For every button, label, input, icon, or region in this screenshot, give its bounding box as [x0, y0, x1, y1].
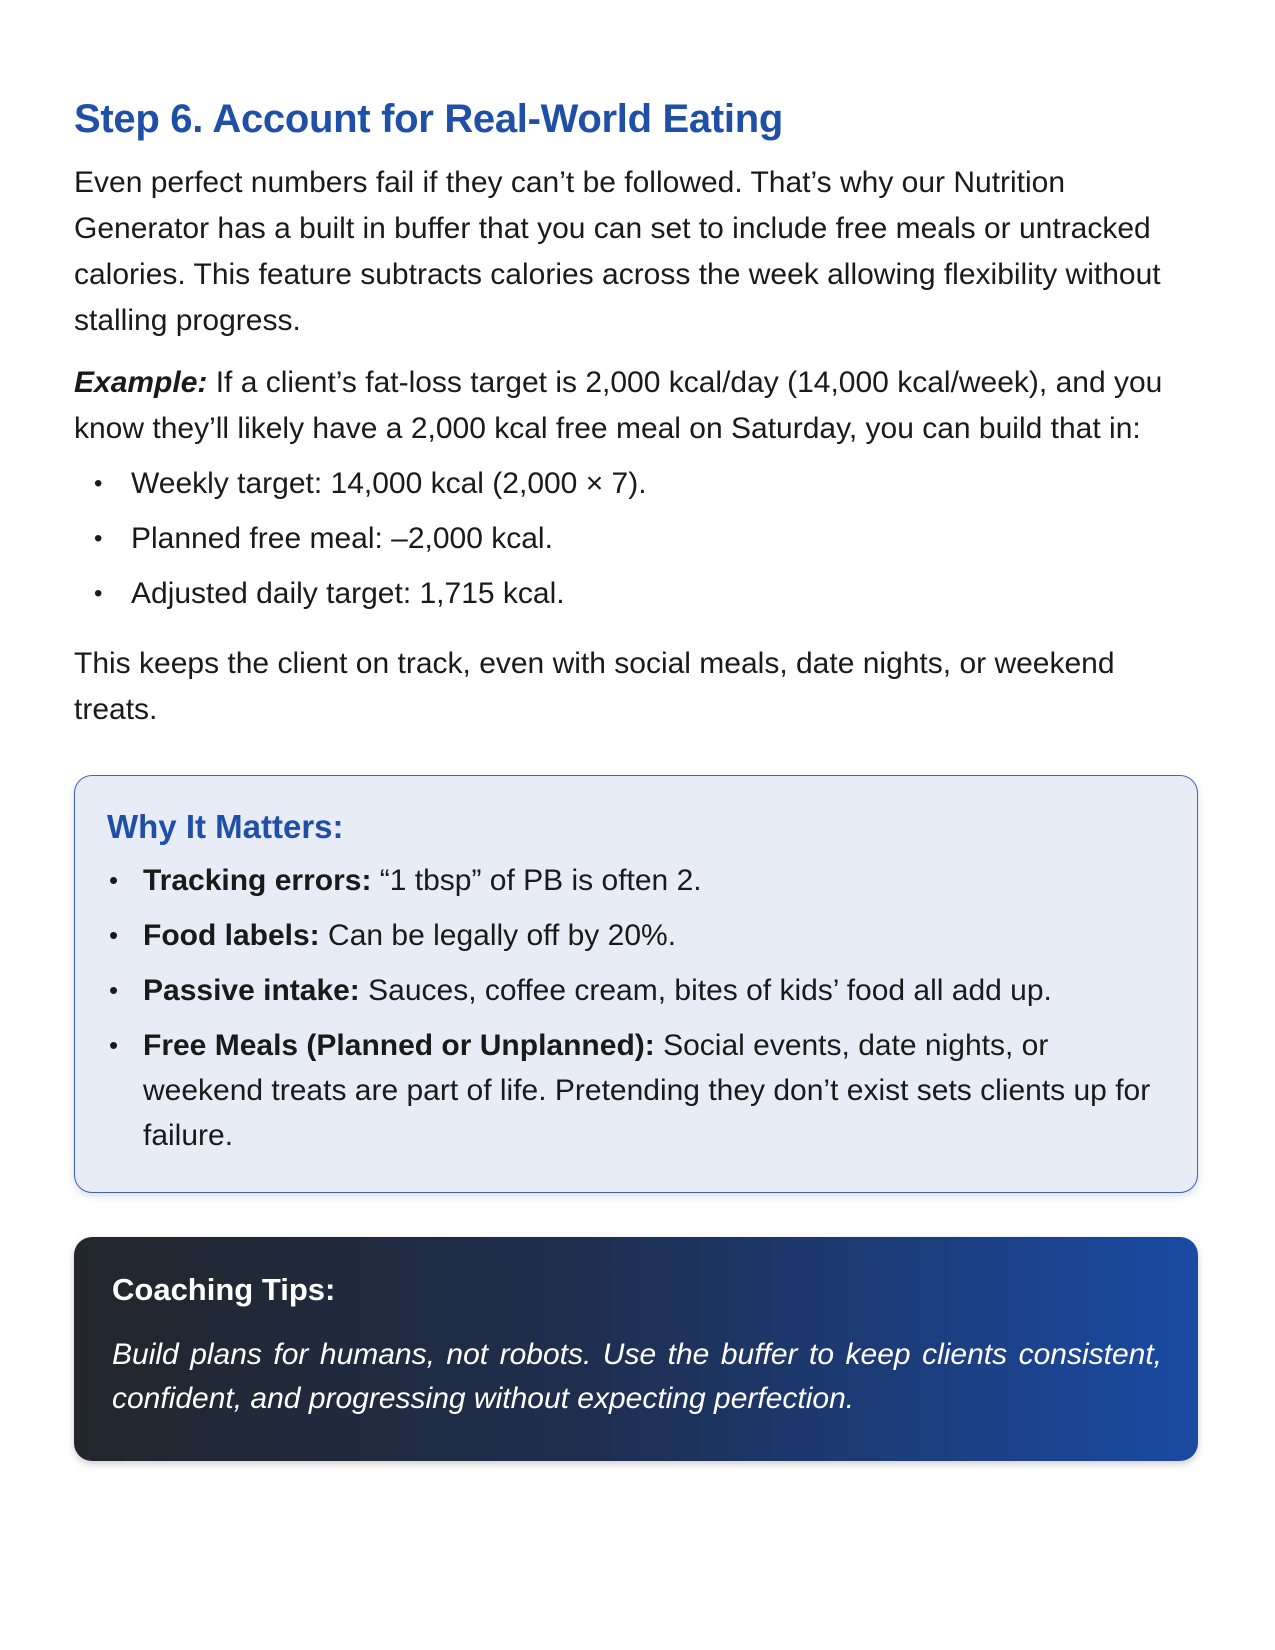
- example-text: If a client’s fat-loss target is 2,000 kcal/day (14,000 kcal/week), and you know they’ll likely have a 2,000 kcal free meal on Saturday, you can build that in:: [74, 366, 1163, 445]
- item-label: Tracking errors:: [143, 864, 372, 897]
- example-paragraph: [74, 360, 1194, 452]
- intro-paragraph: Even perfect numbers fail if they can’t be followed. That’s why our Nutrition Generator has a built in buffer that you can set to include free meals or untracked calories. This feature subtracts calories across the week allowing flexibility without stalling progress.: [74, 166, 1161, 337]
- item-text: “1 tbsp” of PB is often 2.: [371, 864, 702, 897]
- list-item: • Weekly target: 14,000 kcal (2,000 × 7).: [74, 456, 1194, 511]
- closing-paragraph: This keeps the client on track, even with social meals, date nights, or weekend treats.: [74, 647, 1115, 726]
- example-label: Example:: [74, 366, 208, 399]
- item-label: Passive intake:: [143, 974, 360, 1007]
- list-item: [107, 913, 1163, 958]
- item-label: Food labels:: [143, 919, 320, 952]
- page-content: [74, 90, 1194, 1461]
- calculation-list: [74, 456, 1194, 621]
- coaching-tips-text: Build plans for humans, not robots. Use the buffer to keep clients consistent, confident, and progressing without expecting perfection.: [112, 1338, 1162, 1415]
- why-it-matters-title: Why It Matters:: [107, 808, 344, 845]
- coaching-tips-box: [74, 1237, 1198, 1461]
- item-text: Sauces, coffee cream, bites of kids’ food all add up.: [359, 974, 1052, 1007]
- list-item: [107, 858, 1163, 903]
- coaching-tips-title: Coaching Tips:: [112, 1272, 336, 1307]
- list-item: • Planned free meal: –2,000 kcal.: [74, 511, 1194, 566]
- item-text: Social events, date nights, or weekend treats are part of life. Pretending they don’t exist sets clients up for failure.: [143, 1029, 1151, 1152]
- list-item: [107, 968, 1163, 1013]
- item-text: Can be legally off by 20%.: [319, 919, 677, 952]
- page-title: Step 6. Account for Real-World Eating: [74, 97, 783, 141]
- list-item: • Adjusted daily target: 1,715 kcal.: [74, 566, 1194, 621]
- item-label: Free Meals (Planned or Unplanned):: [143, 1029, 655, 1062]
- why-it-matters-list: [107, 858, 1163, 1158]
- list-item: [107, 1023, 1163, 1158]
- why-it-matters-box: [74, 775, 1198, 1193]
